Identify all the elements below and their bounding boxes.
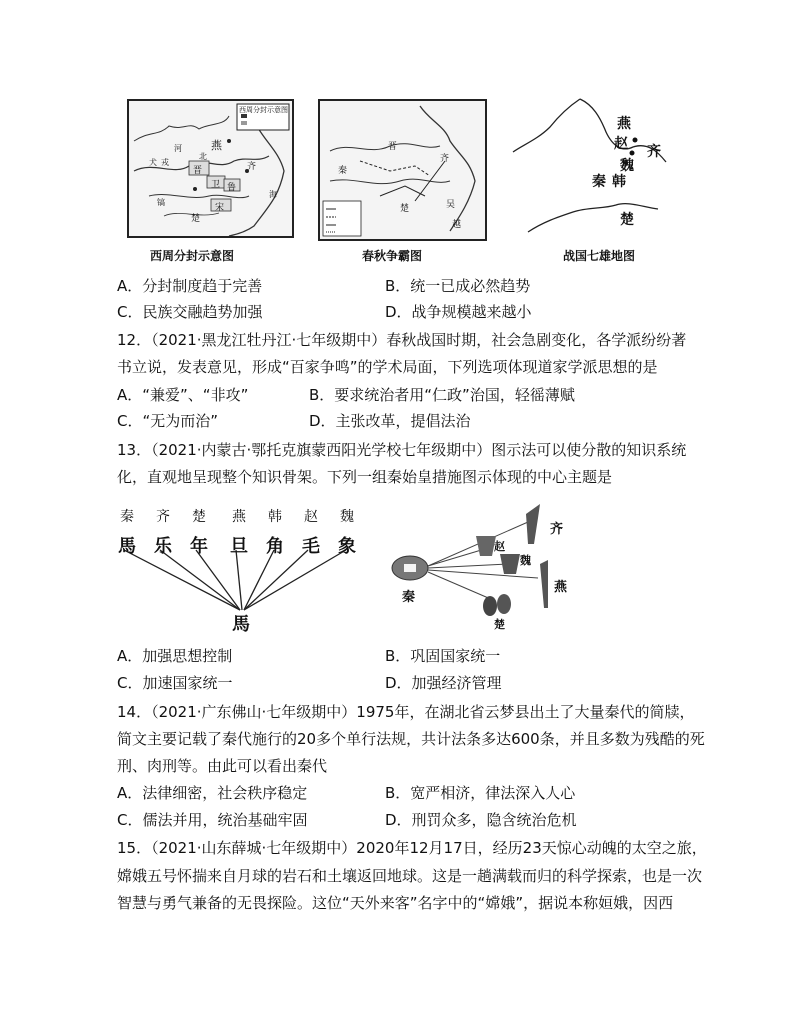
map1-inner-title: 西周分封示意图: [239, 106, 288, 114]
state-label-yan: 燕: [232, 509, 246, 525]
map3-label-wei: 魏: [620, 158, 634, 174]
q11-option-a: A．分封制度趋于完善: [117, 277, 263, 295]
q14-stem-line-1: 14．（2021·广东佛山·七年级期中）1975年，在湖北省云梦县出土了大量秦代的简牍，: [117, 703, 695, 721]
state-label-zhao: 赵: [304, 509, 318, 525]
q12-option-b: B．要求统治者用“仁政”治国，轻徭薄赋: [309, 386, 575, 404]
map2-label-wu: 吴: [446, 200, 456, 210]
q13-option-a: A．加强思想控制: [117, 647, 233, 665]
currency-label-zhao: 赵: [494, 540, 505, 553]
script-glyph-chu: 年: [190, 536, 208, 557]
map2-label-qin: 秦: [338, 166, 348, 176]
state-label-han: 韩: [268, 509, 282, 525]
map-spring-autumn-hegemony: [318, 99, 487, 241]
map3-label-qin: 秦: [592, 174, 606, 190]
map1-label-quan: 犬: [149, 158, 157, 167]
map1-label-he: 河: [174, 144, 182, 153]
q15-stem-line-2: 嫦娥五号怀揣来自月球的岩石和土壤返回地球。这是一趟满载而归的科学探索，也是一次: [117, 867, 703, 885]
q14-option-a: A．法律细密，社会秩序稳定: [117, 784, 308, 802]
state-label-qi: 齐: [156, 509, 170, 525]
map2-label-jin: 晋: [388, 142, 398, 152]
q14-option-d: D．刑罚众多，隐含统治危机: [385, 811, 577, 829]
q14-option-c: C．儒法并用，统治基础牢固: [117, 811, 308, 829]
currency-label-qi: 齐: [550, 522, 564, 537]
currency-unification-diagram: [388, 500, 588, 630]
map1-label-rong: 戎: [161, 158, 169, 167]
script-glyph-yan: 旦: [230, 536, 248, 557]
script-unification-diagram: [118, 506, 370, 634]
script-glyph-qi: 乐: [154, 536, 172, 557]
map2-label-chu: 楚: [400, 204, 410, 214]
map1-drawing: [129, 101, 292, 236]
q12-stem-line-1: 12．（2021·黑龙江牡丹江·七年级期中）春秋战国时期，社会急剧变化，各学派纷纷著: [117, 331, 687, 349]
q13-option-c: C．加速国家统一: [117, 674, 233, 692]
currency-label-yan: 燕: [554, 580, 568, 595]
map1-label-hao: 镐: [157, 198, 165, 207]
q15-stem-line-1: 15．（2021·山东薛城·七年级期中）2020年12月17日，经历23天惊心动魄的太空之旅，: [117, 839, 707, 857]
q13-stem-line-1: 13．（2021·内蒙古·鄂托克旗蒙西阳光学校七年级期中）图示法可以使分散的知识系统: [117, 441, 687, 459]
map2-label-qi: 齐: [440, 154, 450, 164]
q13-stem-line-2: 化，直观地呈现整个知识骨架。下列一组秦始皇措施图示体现的中心主题是: [117, 468, 613, 486]
script-glyph-wei: 象: [338, 536, 356, 557]
q12-option-c: C．“无为而治”: [117, 412, 219, 430]
map1-label-chu: 楚: [191, 214, 201, 224]
q11-option-c: C．民族交融趋势加强: [117, 303, 263, 321]
map3-caption: 战国七雄地图: [563, 249, 636, 263]
q15-stem-line-3: 智慧与勇气兼备的无畏探险。这位“天外来客”名字中的“嫦娥”，据说本称姮娥，因西: [117, 894, 674, 912]
map3-drawing: [508, 97, 668, 237]
map1-label-jin: 晋: [193, 166, 203, 176]
q12-option-d: D．主张改革，提倡法治: [309, 412, 471, 430]
map3-label-zhao: 赵: [614, 136, 628, 152]
map1-label-wei: 卫: [211, 180, 221, 190]
map-western-zhou-enfeoffment: [127, 99, 294, 238]
q12-option-a: A．“兼爱”、“非攻”: [117, 386, 249, 404]
q13-option-b: B．巩固国家统一: [385, 647, 501, 665]
script-glyph-han: 角: [266, 536, 284, 557]
q14-stem-line-3: 刑、肉刑等。由此可以看出秦代: [117, 757, 328, 775]
map3-label-qi: 齐: [647, 144, 661, 160]
map1-label-song: 宋: [215, 203, 225, 213]
state-label-wei: 魏: [340, 509, 354, 525]
map-warring-states: [508, 97, 668, 237]
map1-label-hai: 海: [269, 190, 277, 199]
script-glyph-zhao: 毛: [302, 536, 320, 557]
map1-label-lu: 鲁: [227, 183, 237, 193]
map2-caption: 春秋争霸图: [362, 249, 423, 263]
q14-option-b: B．宽严相济，律法深入人心: [385, 784, 576, 802]
script-glyph-unified: 馬: [232, 614, 250, 635]
q12-stem-line-2: 书立说，发表意见，形成“百家争鸣”的学术局面，下列选项体现道家学派思想的是: [117, 358, 658, 376]
q11-option-d: D．战争规模越来越小: [385, 303, 532, 321]
state-label-chu: 楚: [192, 509, 206, 525]
currency-label-wei: 魏: [520, 554, 531, 567]
map1-label-bei: 北: [199, 152, 207, 161]
currency-label-chu: 楚: [494, 618, 505, 631]
map1-caption: 西周分封示意图: [150, 249, 235, 263]
q14-stem-line-2: 简文主要记载了秦代施行的20多个单行法规，共计法条多达600条，并且多数为残酷的死: [117, 730, 705, 748]
map1-label-qi: 齐: [247, 162, 257, 172]
q11-option-b: B．统一已成必然趋势: [385, 277, 531, 295]
q13-option-d: D．加强经济管理: [385, 674, 502, 692]
map1-label-yan: 燕: [211, 139, 222, 152]
map3-label-han: 韩: [612, 174, 626, 190]
map2-label-yue: 越: [452, 220, 462, 230]
map3-label-chu: 楚: [620, 212, 634, 228]
state-label-qin: 秦: [120, 509, 134, 525]
script-glyph-qin: 馬: [118, 536, 136, 557]
map3-label-yan: 燕: [617, 116, 631, 132]
currency-label-qin: 秦: [402, 590, 416, 605]
